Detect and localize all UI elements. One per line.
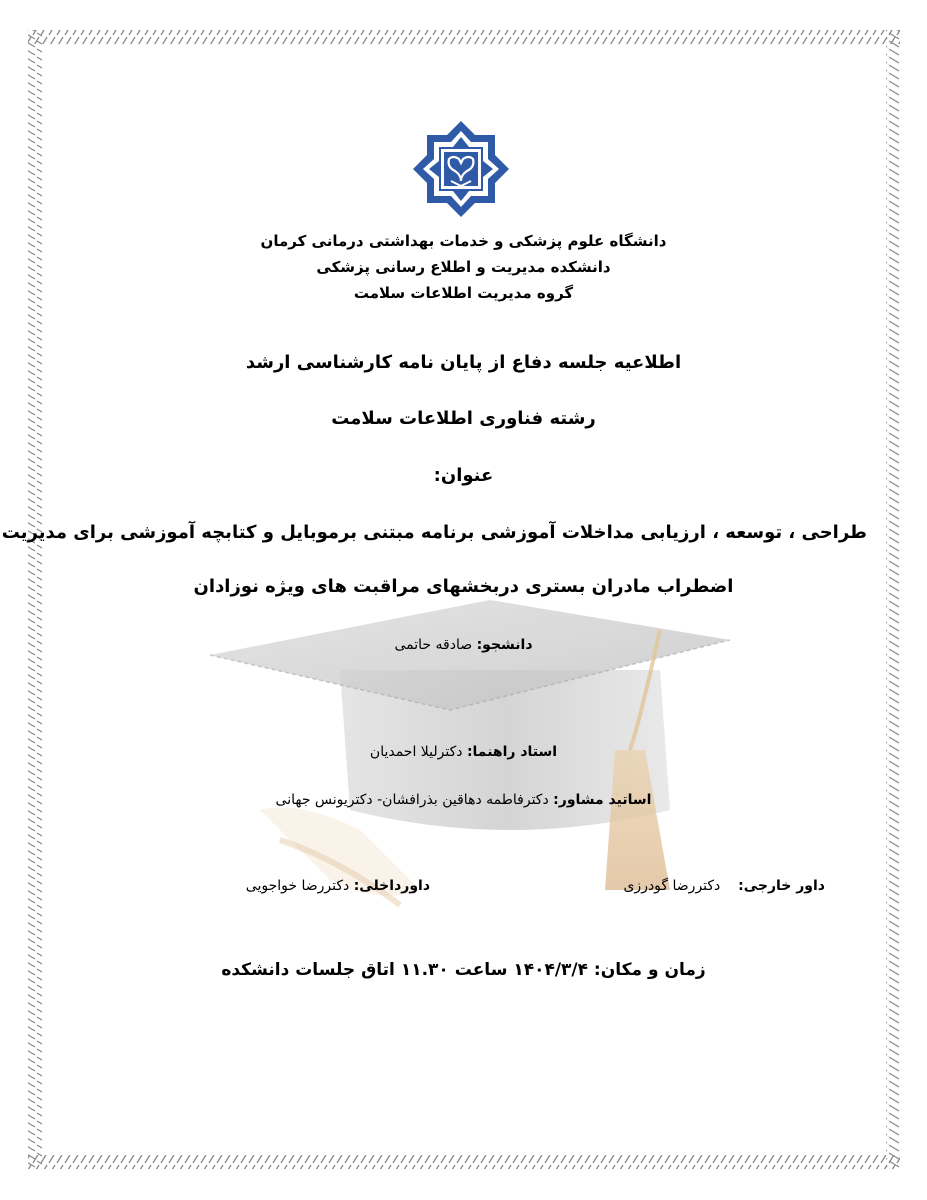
internal-judge-name: دکتررضا خواجویی [245, 878, 350, 894]
internal-judge-line [246, 878, 430, 894]
graduation-cap-icon [190, 560, 750, 960]
field-of-study: رشته فناوری اطلاعات سلامت [331, 408, 596, 429]
announcement-title: اطلاعیه جلسه دفاع از پایان نامه کارشناسی ارشد [245, 352, 682, 373]
university-star-logo-icon [398, 120, 524, 218]
topic-label: عنوان: [433, 465, 494, 486]
advisors-label: اساتید مشاور: [553, 792, 652, 808]
advisors-names: دکترفاطمه دهاقین بذرافشان- دکتریونس جهانی [275, 792, 549, 808]
thesis-topic-line-2: اضطراب مادران بستری دربخشهای مراقبت های ویژه نوزادان [193, 576, 734, 597]
university-name: دانشگاه علوم پزشکی و خدمات بهداشتی درمانی کرمان [260, 232, 667, 250]
advisors-line [60, 792, 867, 808]
supervisor-label: استاد راهنما: [466, 744, 558, 760]
student-label: دانشجو: [476, 637, 533, 653]
faculty-name: دانشکده مدیریت و اطلاع رسانی پزشکی [316, 258, 611, 276]
external-judge-name: دکتررضا گودرزی [623, 878, 721, 894]
external-judge-label: داور خارجی: [738, 878, 825, 894]
student-line [60, 637, 867, 653]
department-name: گروه مدیریت اطلاعات سلامت [353, 284, 574, 302]
supervisor-name: دکترلیلا احمدیان [369, 744, 463, 760]
thesis-topic-line-1: طراحی ، توسعه ، ارزیابی مداخلات آموزشی برنامه مبتنی برموبایل و کتابچه آموزشی برای مدیریت [1, 522, 867, 543]
internal-judge-label: داورداخلی: [353, 878, 430, 894]
external-judge-line [623, 878, 825, 894]
student-name: صادقه حاتمی [394, 637, 473, 653]
supervisor-line [60, 744, 867, 760]
university-header [60, 228, 867, 306]
schedule-line: زمان و مکان: ۱۴۰۴/۳/۴ ساعت ۱۱.۳۰ اتاق جلسات دانشکده [221, 960, 706, 980]
